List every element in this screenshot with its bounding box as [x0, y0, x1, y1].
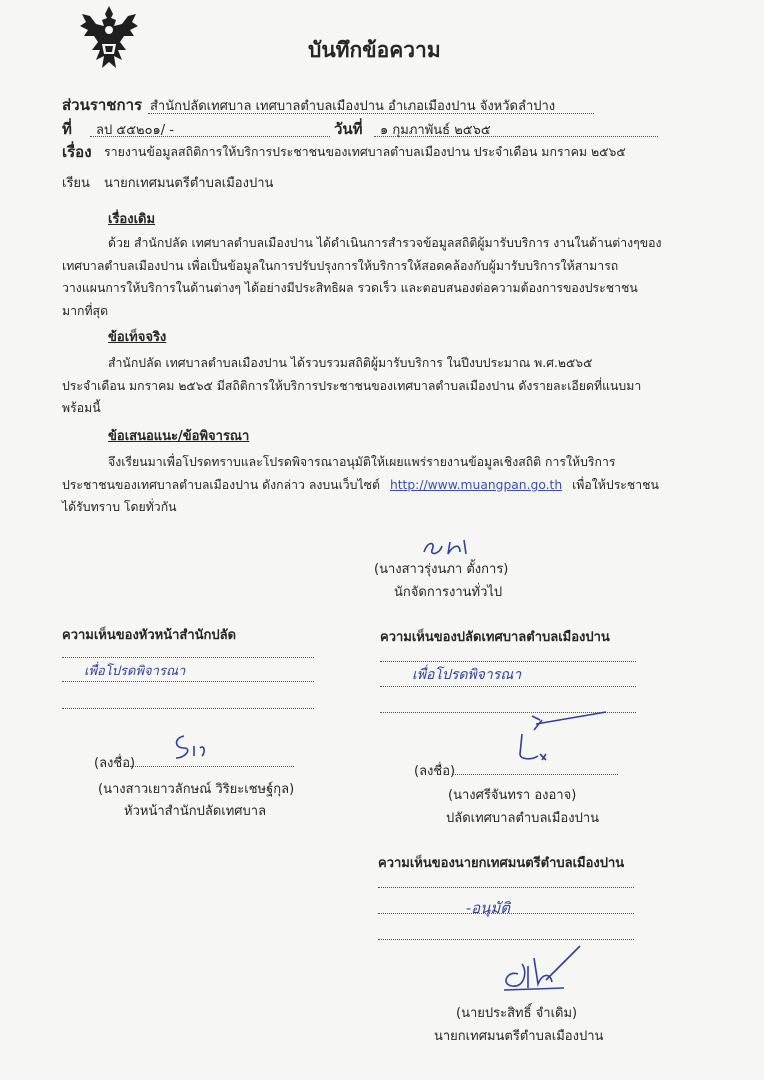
agency-dotted-line: [148, 113, 594, 114]
to-label: เรียน: [62, 176, 90, 191]
opinion-left-position: หัวหน้าสำนักปลัดเทศบาล: [124, 804, 267, 819]
section-background-heading: เรื่องเดิม: [108, 212, 156, 227]
to-value: นายกเทศมนตรีตำบลเมืองปาน: [104, 176, 274, 191]
opinion-right-line: [380, 686, 636, 687]
signature-right: [506, 708, 616, 768]
opinion-right-line: [380, 661, 636, 662]
opinion-right-sign-label: (ลงชื่อ): [414, 764, 456, 779]
paragraph-line: เทศบาลตำบลเมืองปาน เพื่อเป็นข้อมูลในการปรับปรุงการให้บริการให้สอดคล้องกับผู้มารับบริการให้สามารถ: [62, 258, 619, 273]
date-label: วันที่: [334, 120, 363, 138]
opinion-mayor-line: [378, 939, 634, 940]
paragraph-text: เพื่อให้ประชาชน: [572, 477, 659, 492]
opinion-left-line: [62, 708, 314, 709]
opinion-left-line: [62, 681, 314, 682]
paragraph-line: มากที่สุด: [62, 303, 109, 318]
agency-value: สำนักปลัดเทศบาล เทศบาลตำบลเมืองปาน อำเภอเมืองปาน จังหวัดลำปาง: [150, 99, 556, 114]
opinion-mayor-name: (นายประสิทธิ์ จำเดิม): [456, 1006, 578, 1021]
memo-title: บันทึกข้อความ: [308, 38, 441, 62]
opinion-right-heading: ความเห็นของปลัดเทศบาลตำบลเมืองปาน: [380, 630, 610, 645]
opinion-left-name: (นางสาวเยาวลักษณ์ วิริยะเชษฐ์กุล): [98, 782, 295, 797]
subject-label: เรื่อง: [62, 143, 92, 161]
garuda-emblem-icon: [78, 4, 140, 74]
opinion-mayor-heading: ความเห็นของนายกเทศมนตรีตำบลเมืองปาน: [378, 856, 625, 871]
opinion-left-handwritten: เพื่อโปรดพิจารณา: [84, 664, 186, 679]
date-value: ๑ กุมภาพันธ์ ๒๕๖๕: [380, 123, 491, 138]
paragraph-line: พร้อมนี้: [62, 401, 101, 415]
paragraph-line: จึงเรียนมาเพื่อโปรดทราบและโปรดพิจารณาอนุมัติให้เผยแพร่รายงานข้อมูลเชิงสถิติ การให้บริการ: [108, 455, 616, 469]
opinion-mayor-position: นายกเทศมนตรีตำบลเมืองปาน: [434, 1029, 604, 1044]
paragraph-line: ได้รับทราบ โดยทั่วกัน: [62, 500, 177, 514]
paragraph-line: วางแผนการให้บริการในด้านต่างๆ ได้อย่างมีประสิทธิผล รวดเร็ว และตอบสนองต่อความต้องการของประชาชน: [62, 281, 638, 295]
section-recommendation-body: [62, 451, 674, 519]
opinion-right-handwritten: เพื่อโปรดพิจารณา: [412, 667, 522, 683]
opinion-right-position: ปลัดเทศบาลตำบลเมืองปาน: [446, 811, 600, 826]
subject-value: รายงานข้อมูลสถิติการให้บริการประชาชนของเทศบาลตำบลเมืองปาน ประจำเดือน มกราคม ๒๕๖๕: [104, 144, 626, 159]
paragraph-line: สำนักปลัด เทศบาลตำบลเมืองปาน ได้รวบรวมสถิติผู้มารับบริการ ในปีงบประมาณ พ.ศ.๒๕๖๕: [108, 356, 593, 370]
ref-label: ที่: [62, 120, 72, 138]
opinion-right-sign-line: [452, 774, 618, 775]
opinion-mayor-line: [378, 887, 634, 888]
opinion-left-heading: ความเห็นของหัวหน้าสำนักปลัด: [62, 628, 237, 643]
opinion-left-sign-label: (ลงชื่อ): [94, 756, 136, 771]
signer-main-position: นักจัดการงานทั่วไป: [394, 585, 503, 600]
ref-value: ลป ๕๕๒๐๑/ -: [96, 123, 174, 138]
website-link[interactable]: http://www.muangpan.go.th: [389, 477, 563, 492]
section-facts-heading: ข้อเท็จจริง: [108, 330, 167, 345]
ref-dotted-line: [90, 136, 330, 137]
section-background-body: [62, 232, 674, 322]
signature-mayor: [494, 944, 586, 994]
paragraph-line: ด้วย สำนักปลัด เทศบาลตำบลเมืองปาน ได้ดำเนินการสำรวจข้อมูลสถิติผู้มารับบริการ งานในด้านต่างๆของ: [108, 236, 662, 250]
opinion-mayor-handwritten: -อนุมัติ: [466, 899, 510, 917]
paragraph-line: [62, 474, 674, 497]
signature-main: [420, 536, 490, 560]
signer-main-name: (นางสาวรุ่งนภา ตั้งการ): [374, 562, 509, 577]
agency-label: ส่วนราชการ: [62, 96, 143, 114]
section-facts-body: [62, 352, 674, 420]
opinion-left-sign-line: [130, 766, 294, 767]
opinion-right-name: (นางศรีจันทรา องอาจ): [448, 788, 577, 803]
paragraph-text: ประชาชนของเทศบาลตำบลเมืองปาน ดังกล่าว ลงบนเว็บไซต์: [62, 477, 381, 492]
signature-left: [170, 732, 210, 762]
opinion-mayor-line: [378, 913, 634, 914]
paragraph-line: ประจำเดือน มกราคม ๒๕๖๕ มีสถิติการให้บริการประชาชนของเทศบาลตำบลเมืองปาน ดังรายละเอียดที่แนบมา: [62, 378, 642, 393]
section-recommendation-heading: ข้อเสนอแนะ/ข้อพิจารณา: [108, 429, 250, 444]
opinion-left-line: [62, 657, 314, 658]
date-dotted-line: [374, 136, 658, 137]
